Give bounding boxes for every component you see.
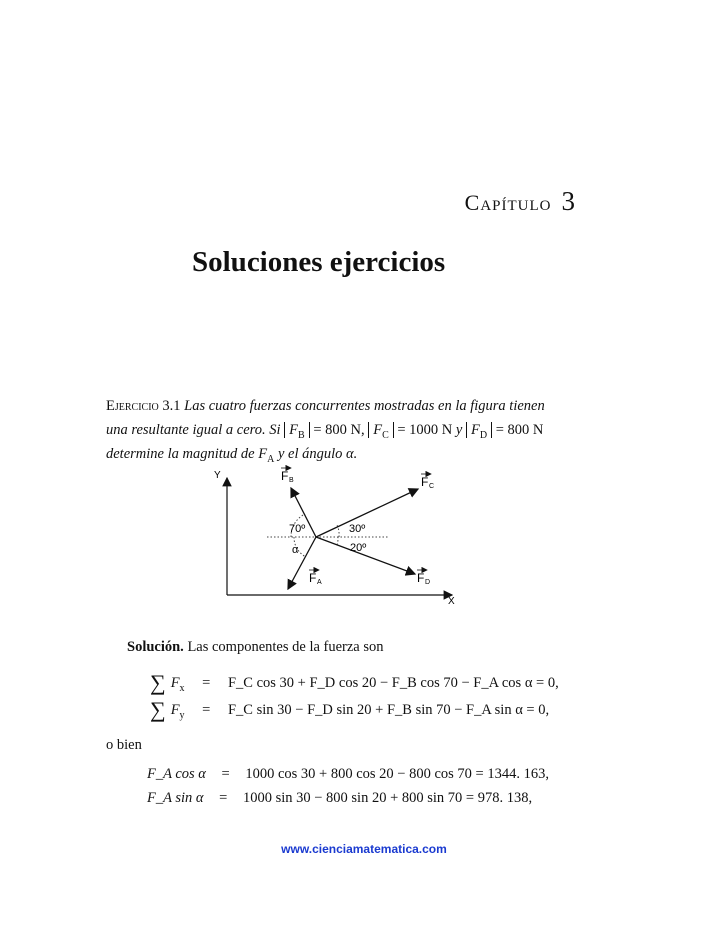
fd-subscript: D xyxy=(479,429,488,441)
label-fa-sub: A xyxy=(317,579,322,586)
fa-symbol: F xyxy=(258,446,268,462)
chapter-label: Capítulo xyxy=(464,190,552,215)
eq1-rhs: F_C cos 30 + F_D cos 20 − F_B cos 70 − F_A cos α = 0, xyxy=(227,675,559,691)
exercise-label: Ejercicio 3.1 xyxy=(106,398,181,414)
eq1-sub: x xyxy=(179,682,185,694)
angle-alpha-label: α xyxy=(292,544,299,556)
fb-symbol: F xyxy=(289,422,299,438)
solution-intro xyxy=(127,635,595,659)
page-title: Soluciones ejercicios xyxy=(192,246,446,278)
eq2-lhs: F xyxy=(170,702,180,718)
eq1-lhs: F xyxy=(170,675,180,691)
fb-value: = 800 N, xyxy=(313,422,365,438)
fa-subscript: A xyxy=(267,453,275,465)
y-axis-label: Y xyxy=(214,470,221,481)
arc-20 xyxy=(337,537,338,545)
fb-subscript: B xyxy=(298,429,305,441)
label-fd-sub: D xyxy=(425,579,431,586)
exercise-text-3: determine la magnitud de xyxy=(106,446,255,462)
footer-link[interactable]: www.cienciamatematica.com xyxy=(281,842,447,856)
label-fc-letter: F xyxy=(421,475,429,489)
eq3-rhs: 1000 cos 30 + 800 cos 20 − 800 cos 70 = 1344. 163, xyxy=(245,766,549,782)
label-fd-letter: F xyxy=(417,571,425,585)
label-fb-sub: B xyxy=(289,477,294,484)
fc-subscript: C xyxy=(382,429,389,441)
angle-20-label: 20º xyxy=(350,542,367,554)
angle-30-label: 30º xyxy=(349,523,366,535)
eq2-rhs: F_C sin 30 − F_D sin 20 + F_B sin 70 − F_A sin α = 0, xyxy=(227,702,550,718)
conj-y: y xyxy=(455,422,463,438)
solution-text: Las componentes de la fuerza son xyxy=(187,639,384,655)
label-fa xyxy=(309,570,322,586)
eq3-lhs: F_A cos α xyxy=(147,766,206,782)
force-c-arrow xyxy=(316,489,418,537)
x-axis-label: X xyxy=(448,596,455,607)
label-fd xyxy=(417,570,430,586)
eq4-lhs: F_A sin α xyxy=(147,790,204,806)
fc-value: = 1000 N xyxy=(397,422,453,438)
fd-symbol: F xyxy=(470,422,480,438)
label-fc xyxy=(421,474,434,490)
exercise-text-3-suffix: y el ángulo α. xyxy=(277,446,358,462)
obien-text: o bien xyxy=(106,737,142,753)
equation-sum-fy: ∑ $F_y$ = F_C sin 30 − F_D sin 20 + F_B sin 70 − F_A sin α = 0, xyxy=(150,697,550,722)
solution-label: Solución. xyxy=(127,639,184,655)
equation-sum-fx: ∑ $F_x$ = F_C cos 30 + F_D cos 20 − F_B cos 70 − F_A cos α = 0, xyxy=(150,670,559,695)
fd-value: = 800 N xyxy=(495,422,544,438)
chapter-number: 3 xyxy=(561,186,575,216)
angle-70-label: 70º xyxy=(289,523,306,535)
equation-fa-cos: F_A cos α = 1000 cos 30 + 800 cos 20 − 800 cos 70 = 1344. 163, xyxy=(147,766,549,782)
label-fb-letter: F xyxy=(281,469,289,483)
eq2-sub: y xyxy=(179,709,185,721)
eq4-rhs: 1000 sin 30 − 800 sin 20 + 800 sin 70 = 978. 138, xyxy=(242,790,533,806)
label-fb xyxy=(281,468,294,484)
exercise-text-2: una resultante igual a cero. Si xyxy=(106,422,281,438)
label-fa-letter: F xyxy=(309,571,317,585)
equation-fa-sin: F_A sin α = 1000 sin 30 − 800 sin 20 + 800 sin 70 = 978. 138, xyxy=(147,790,533,806)
label-fc-sub: C xyxy=(429,483,435,490)
fc-symbol: F xyxy=(373,422,383,438)
exercise-text-1: Las cuatro fuerzas concurrentes mostradas en la figura tienen xyxy=(184,398,545,414)
